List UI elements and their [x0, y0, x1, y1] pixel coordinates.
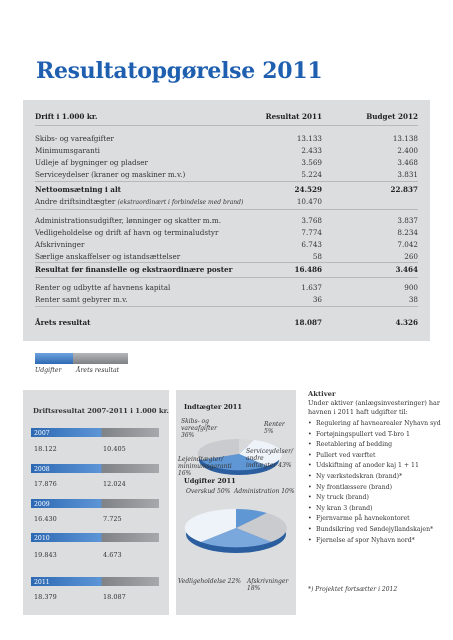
list-item: • Fjernelse af spor Nyhavn nord*	[308, 536, 448, 547]
table-row	[35, 282, 418, 293]
row-value-2011: 6.743	[301, 240, 322, 249]
row-label: Afskrivninger	[35, 240, 85, 249]
row-value-2012: 8.234	[397, 228, 418, 237]
list-item: • Ny frontlæssere (brand)	[308, 483, 448, 494]
row-value-2011: 7.774	[301, 228, 322, 237]
list-item: • Udskiftning af anoder kaj 1 + 11	[308, 461, 448, 472]
row-value-2011: 58	[312, 252, 322, 261]
year-label: 2010	[34, 535, 50, 542]
year-result: 7.725	[103, 515, 122, 523]
header-col2: Budget 2012	[366, 112, 418, 121]
row-value-2012: 3.468	[397, 158, 418, 167]
list-item: • Pullert ved værftet	[308, 451, 448, 462]
row-value-2012: 260	[404, 252, 418, 261]
list-item: • Reetablering af bedding	[308, 440, 448, 451]
income-statement-table	[23, 100, 430, 341]
year-bar	[31, 577, 159, 586]
row-value-2012: 3.837	[397, 216, 418, 225]
table-row-result	[35, 317, 418, 328]
year-expense: 18.122	[34, 445, 57, 453]
divider	[35, 306, 418, 307]
row-label: Renter samt gebyrer m.v.	[35, 295, 128, 304]
table-row	[35, 227, 418, 238]
pie-panel	[176, 390, 296, 615]
row-label: Særlige anskaffelser og istandsættelser	[35, 252, 181, 261]
table-header	[35, 111, 418, 122]
year-label: 2009	[34, 501, 50, 508]
divider	[35, 209, 418, 210]
page-title: Resultatopgørelse 2011	[36, 58, 323, 84]
row-value-2012: 22.837	[390, 185, 418, 194]
panel-title: Driftsresultat 2007-2011 i 1.000 kr.	[33, 407, 169, 415]
year-label: 2007	[34, 430, 50, 437]
header-label: Drift i 1.000 kr.	[35, 112, 98, 121]
row-label: Vedligeholdelse og drift af havn og terminaludstyr	[35, 228, 219, 237]
row-label	[35, 196, 243, 208]
row-label: Udleje af bygninger og pladser	[35, 158, 148, 167]
year-bar	[31, 499, 159, 508]
list-item: • Ny værkstedskran (brand)*	[308, 472, 448, 483]
row-value-2011: 16.486	[294, 265, 322, 274]
expense-pie-chart	[181, 500, 291, 560]
operating-result-panel	[23, 390, 169, 615]
row-label: Skibs- og vareafgifter	[35, 134, 114, 143]
divider	[35, 181, 418, 182]
list-item: • Ny kran 3 (brand)	[308, 504, 448, 515]
list-item: • Regulering af havnearealer Nyhavn syd	[308, 419, 448, 430]
row-value-2012: 900	[404, 283, 418, 292]
table-row	[35, 215, 418, 226]
slice-label-vedl: Vedligeholdelse 22%	[178, 578, 241, 585]
year-bar	[31, 428, 159, 437]
legend-label-result: Årets resultat	[76, 367, 120, 374]
divider	[35, 125, 418, 126]
slice-label-admin: Administration 10%	[234, 488, 295, 495]
row-value-2011: 3.569	[301, 158, 322, 167]
year-expense: 19.843	[34, 551, 57, 559]
year-result: 18.087	[103, 593, 126, 601]
year-result: 12.024	[103, 480, 126, 488]
row-label-text: Andre driftsindtægter	[35, 197, 116, 206]
table-row	[35, 145, 418, 156]
year-bar	[31, 533, 159, 542]
table-row	[35, 169, 418, 180]
year-expense: 16.430	[34, 515, 57, 523]
row-value-2011: 1.637	[301, 283, 322, 292]
year-expense: 17.876	[34, 480, 57, 488]
row-value-2012: 3.831	[397, 170, 418, 179]
table-row-total	[35, 184, 418, 195]
slice-label-skibs: Skibs- og vareafgifter 36%	[181, 418, 217, 439]
divider	[35, 277, 418, 278]
legend-swatch-expense	[35, 353, 73, 364]
legend-label-expense: Udgifter	[35, 367, 62, 374]
row-value-2011: 3.768	[301, 216, 322, 225]
income-title: Indtægter 2011	[184, 403, 242, 411]
row-label: Nettoomsætning i alt	[35, 185, 122, 194]
row-value-2011: 5.224	[301, 170, 322, 179]
row-value-2012: 7.042	[397, 240, 418, 249]
row-label: Administrationsudgifter, lønninger og skatter m.m.	[35, 216, 221, 225]
list-item: • Fjernvarme på havnekontoret	[308, 514, 448, 525]
slice-label-service: Serviceydelser/ andre indtægter 43%	[246, 448, 293, 469]
slice-label-afskr: Afskrivninger 18%	[247, 578, 289, 592]
row-value-2011: 36	[312, 295, 322, 304]
assets-list	[308, 419, 448, 546]
row-label: Minimumsgaranti	[35, 146, 100, 155]
table-row-subtotal	[35, 264, 418, 275]
row-value-2011: 13.133	[296, 134, 322, 143]
list-item: • Fortøjningspullert ved T-bro 1	[308, 430, 448, 441]
row-value-2011: 10.470	[296, 197, 322, 206]
table-row	[35, 157, 418, 168]
row-value-2011: 2.433	[301, 146, 322, 155]
assets-title: Aktiver	[308, 390, 336, 398]
legend-swatch-result	[73, 353, 128, 364]
row-label: Serviceydelser (kraner og maskiner m.v.)	[35, 170, 186, 179]
divider	[35, 262, 418, 263]
row-value-2012: 13.138	[392, 134, 418, 143]
table-row	[35, 239, 418, 250]
year-result: 10.405	[103, 445, 126, 453]
row-label: Resultat før finansielle og ekstraordinære poster	[35, 265, 233, 274]
row-value-2012: 4.326	[395, 318, 418, 327]
table-row	[35, 196, 418, 207]
year-bar	[31, 464, 159, 473]
expense-title: Udgifter 2011	[184, 477, 236, 485]
year-label: 2011	[34, 579, 50, 586]
slice-label-renter: Renter 5%	[264, 421, 285, 435]
row-label: Renter og udbytte af havnens kapital	[35, 283, 171, 292]
footnote: *) Projektet fortsætter i 2012	[308, 586, 398, 593]
slice-label-overskud: Overskud 50%	[186, 488, 231, 495]
list-item: • Bundsikring ved Søndejyllandskajen*	[308, 525, 448, 536]
table-row	[35, 251, 418, 262]
assets-intro: Under aktiver (anlægsinvesteringer) har havnen i 2011 haft udgifter til:	[308, 399, 440, 416]
year-label: 2008	[34, 466, 50, 473]
row-value-2012: 2.400	[397, 146, 418, 155]
row-value-2011: 24.529	[294, 185, 322, 194]
row-label: Årets resultat	[35, 318, 91, 327]
table-row	[35, 294, 418, 305]
row-label-note: (ekstraordinært i forbindelse med brand)	[117, 199, 244, 206]
slice-label-leje: Lejeindtægter/ minimumsgaranti 16%	[178, 456, 232, 477]
year-expense: 18.379	[34, 593, 57, 601]
row-value-2012: 38	[408, 295, 418, 304]
table-row	[35, 133, 418, 144]
row-value-2012: 3.464	[395, 265, 418, 274]
header-col1: Resultat 2011	[265, 112, 322, 121]
row-value-2011: 18.087	[294, 318, 322, 327]
list-item: • Ny truck (brand)	[308, 493, 448, 504]
year-result: 4.673	[103, 551, 122, 559]
